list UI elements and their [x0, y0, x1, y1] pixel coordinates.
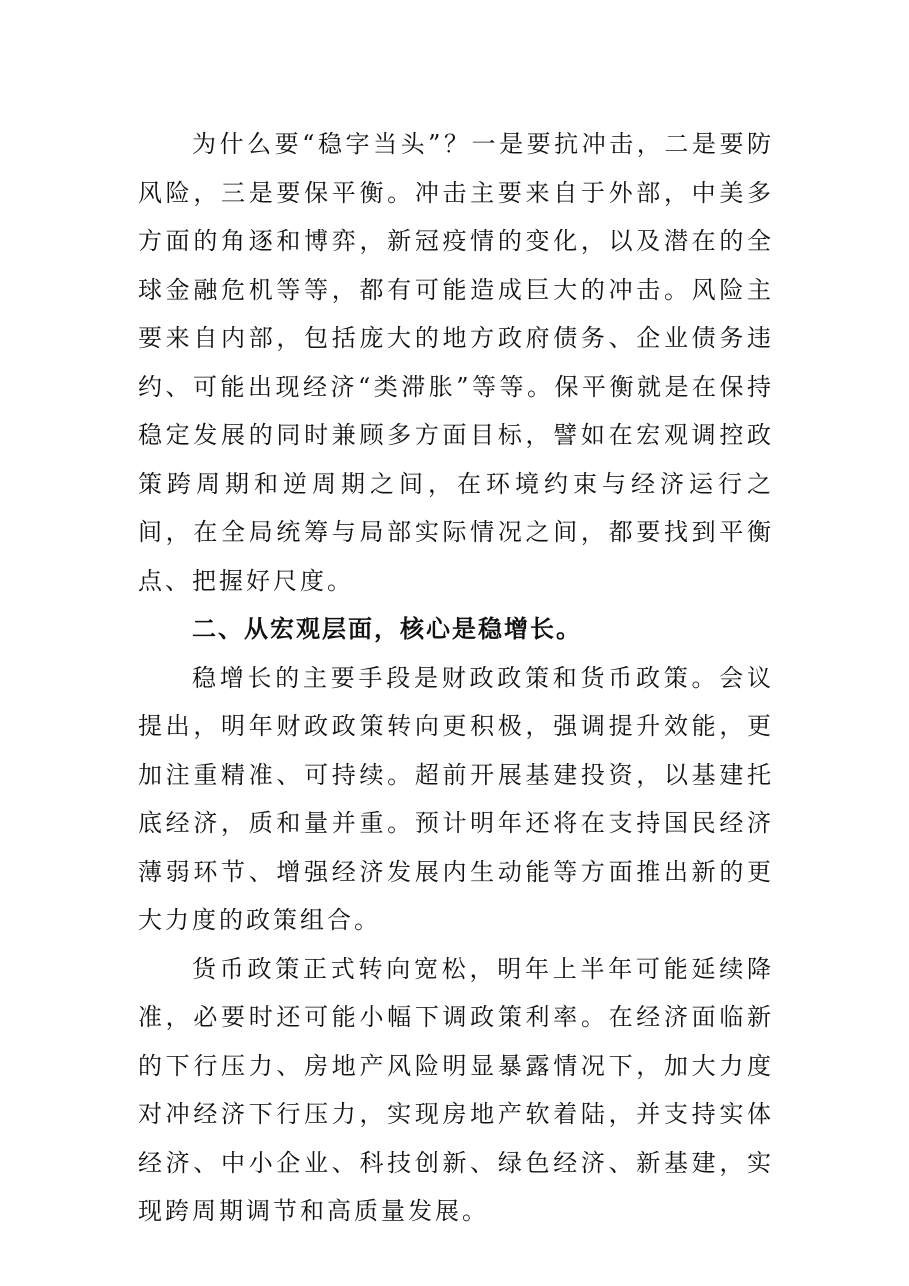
- document-body: [138, 120, 774, 1236]
- section-heading-macro-growth: 二、从宏观层面，核心是稳增长。: [192, 615, 582, 643]
- paragraph-fiscal-monetary-policy: 稳增长的主要手段是财政政策和货币政策。会议提出，明年财政政策转向更积极，强调提升效能，更加注重精准、可持续。超前开展基建投资，以基建托底经济，质和量并重。预计明年还将在支持国民经济薄弱环节、增强经济发展内生动能等方面推出新的更大力度的政策组合。: [138, 663, 774, 934]
- paragraph-stability-reasons: 为什么要“稳字当头”？一是要抗冲击，二是要防风险，三是要保平衡。冲击主要来自于外部，中美多方面的角逐和博弈，新冠疫情的变化，以及潜在的全球金融危机等等，都有可能造成巨大的冲击。风险主要来自内部，包括庞大的地方政府债务、企业债务违约、可能出现经济“类滞胀”等等。保平衡就是在保持稳定发展的同时兼顾多方面目标，譬如在宏观调控政策跨周期和逆周期之间，在环境约束与经济运行之间，在全局统筹与局部实际情况之间，都要找到平衡点、把握好尺度。: [138, 130, 774, 595]
- paragraph-monetary-easing: 货币政策正式转向宽松，明年上半年可能延续降准，必要时还可能小幅下调政策利率。在经济面临新的下行压力、房地产风险明显暴露情况下，加大力度对冲经济下行压力，实现房地产软着陆，并支持实体经济、中小企业、科技创新、绿色经济、新基建，实现跨周期调节和高质量发展。: [138, 954, 774, 1225]
